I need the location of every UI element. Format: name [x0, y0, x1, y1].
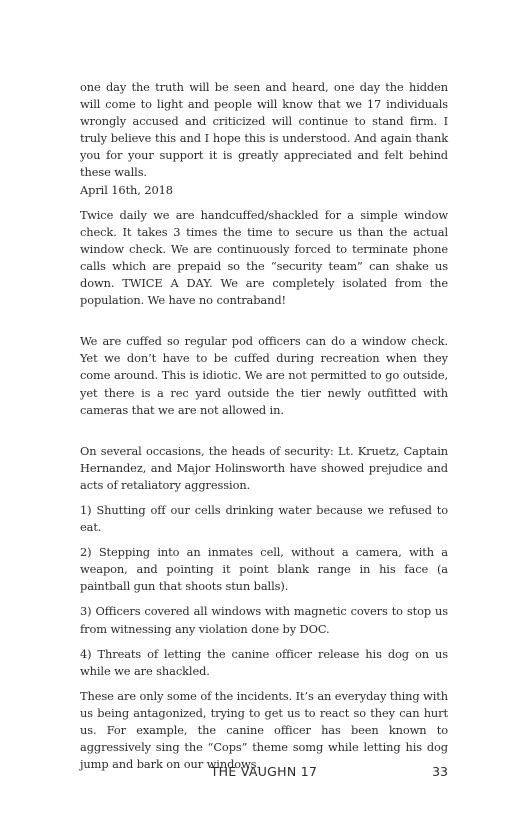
body-text — [80, 79, 448, 781]
paragraph-security-heads: On several occasions, the heads of security: Lt. Kruetz, Captain Hernandez, and Major Holinsworth have showed prejudice and acts of retaliatory aggression. — [80, 443, 448, 492]
list-item-2: 2) Stepping into an inmates cell, without a camera, with a weapon, and pointing it point blank range in his face (a paintball gun that shoots stun balls). — [80, 545, 448, 594]
paragraph-letter-closing — [80, 79, 448, 199]
list-item-1: 1) Shutting off our cells drinking water because we refused to eat. — [80, 502, 448, 535]
list-item-3: 3) Officers covered all windows with magnetic covers to stop us from witnessing any violation done by DOC. — [80, 604, 448, 636]
paragraph-incidents: These are only some of the incidents. It’s an everyday thing with us being antagonized, trying to get us to react so they can hurt us. For example, the canine officer has been known to aggressively sing the “Cops” theme somg while letting his dog jump and bark on our windows. — [80, 688, 448, 772]
paragraph-window-check: We are cuffed so regular pod officers can do a window check. Yet we don’t have to be cuffed during recreation when they come around. This is idiotic. We are not permitted to go outside, yet there is a rec yard outside the tier newly outfitted with cameras that we are not allowed in. — [80, 334, 448, 417]
date-line: April 16th, 2018 — [80, 182, 173, 197]
list-item-4: 4) Threats of letting the canine officer release his dog on us while we are shackled. — [80, 646, 448, 678]
paragraph-shackling: Twice daily we are handcuffed/shackled for a simple window check. It takes 3 times the time to secure us than the actual window check. We are continuously forced to terminate phone calls which are prepaid so the “security team” can shake us down. TWICE A DAY. We are completely isolated from the population. We have no contraband! — [80, 207, 448, 308]
footer-book-title: THE VAUGHN 17 — [210, 764, 318, 779]
paragraph-text: one day the truth will be seen and heard, one day the hidden will come to light and people will know that we 17 individuals wrongly accused and criticized will continue to stand firm. I truly believe this and I hope this is understood. And again thank you for your support it is greatly appreciated and felt behind these walls. — [80, 80, 448, 180]
page-number: 33 — [432, 764, 448, 779]
